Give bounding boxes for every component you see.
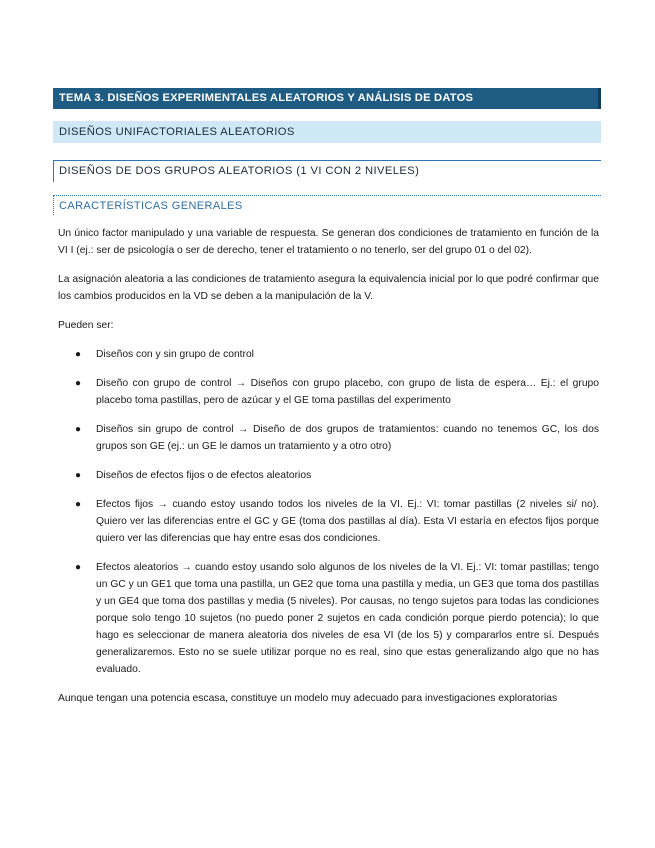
list-item xyxy=(58,467,599,484)
bullet-icon: ● xyxy=(75,378,82,389)
paragraph-conclusion: Aunque tengan una potencia escasa, constituye un modelo muy adecuado para investigaciones exploratorias xyxy=(58,693,558,704)
bullet-icon: ● xyxy=(75,562,82,573)
list-item-text: Diseños sin grupo de control → Diseño de dos grupos de tratamientos: cuando no tenemos GC, los dos grupos son GE (ej.: un GE le damos un tratamiento y a otro otro) xyxy=(96,424,599,452)
list-item-text: Diseño con grupo de control → Diseños con grupo placebo, con grupo de lista de espera… Ej.: el grupo placebo toma pastillas, pero de azúcar y el GE toma pastillas del experimento xyxy=(96,378,599,406)
paragraph-intro: Un único factor manipulado y una variable de respuesta. Se generan dos condiciones de tratamiento en función de la VI I (ej.: ser de psicología o ser de derecho, tener el tratamiento o no tenerlo, ser del grupo 01 o del 02). xyxy=(58,228,599,256)
bullet-icon: ● xyxy=(75,499,82,510)
subsection-heading: DISEÑOS DE DOS GRUPOS ALEATORIOS (1 VI CON 2 NIVELES) xyxy=(53,160,601,182)
list-item xyxy=(58,559,599,678)
list-item xyxy=(58,496,599,547)
paragraph-types-lead: Pueden ser: xyxy=(58,320,114,331)
paragraph-random-assignment: La asignación aleatoria a las condiciones de tratamiento asegura la equivalencia inicial por lo que podré confirmar que los cambios producidos en la VD se deben a la manipulación de la V. xyxy=(58,274,599,302)
subsubsection-heading: CARACTERÍSTICAS GENERALES xyxy=(53,195,601,215)
list-item-text: Efectos aleatorios → cuando estoy usando solo algunos de los niveles de la VI. Ej.: VI: tomar pastillas; tengo un GC y un GE1 que toma una pastilla, un GE2 que toma una pastilla y media, un GE3 que toma dos pastillas y un GE4 que toma dos pastillas y media (5 niveles). Por causas, no tengo sujetos para todas las condiciones porque solo tengo 10 sujetos (no puedo poner 2 sujetos en cada condición porque pierdo potencia); lo que hago es seleccionar de manera aleatoria dos niveles de esa VI (de los 5) y compararlos entre sí. Después generalizaremos. Esto no se suele utilizar porque no es real, sino que estas generalizando algo que no has evaluado. xyxy=(96,562,599,675)
document-body xyxy=(58,225,599,719)
list-item-text: Diseños con y sin grupo de control xyxy=(96,349,254,360)
list-item-text: Efectos fijos → cuando estoy usando todos los niveles de la VI. Ej.: VI: tomar pastillas (2 niveles si/ no). Quiero ver las diferencias entre el GC y GE (toma dos pastillas al día). Esta VI estaría en efectos fijos porque quiero ver las diferencias que hay entre esas dos condiciones. xyxy=(96,499,599,544)
list-item xyxy=(58,421,599,455)
chapter-heading: TEMA 3. DISEÑOS EXPERIMENTALES ALEATORIOS Y ANÁLISIS DE DATOS xyxy=(53,88,601,109)
list-item xyxy=(58,375,599,409)
bullet-icon: ● xyxy=(75,470,82,481)
bullet-icon: ● xyxy=(75,424,82,435)
bullet-list xyxy=(58,346,599,678)
bullet-icon: ● xyxy=(75,349,82,360)
list-item-text: Diseños de efectos fijos o de efectos aleatorios xyxy=(96,470,312,481)
list-item xyxy=(58,346,599,363)
section-heading: DISEÑOS UNIFACTORIALES ALEATORIOS xyxy=(53,121,601,143)
